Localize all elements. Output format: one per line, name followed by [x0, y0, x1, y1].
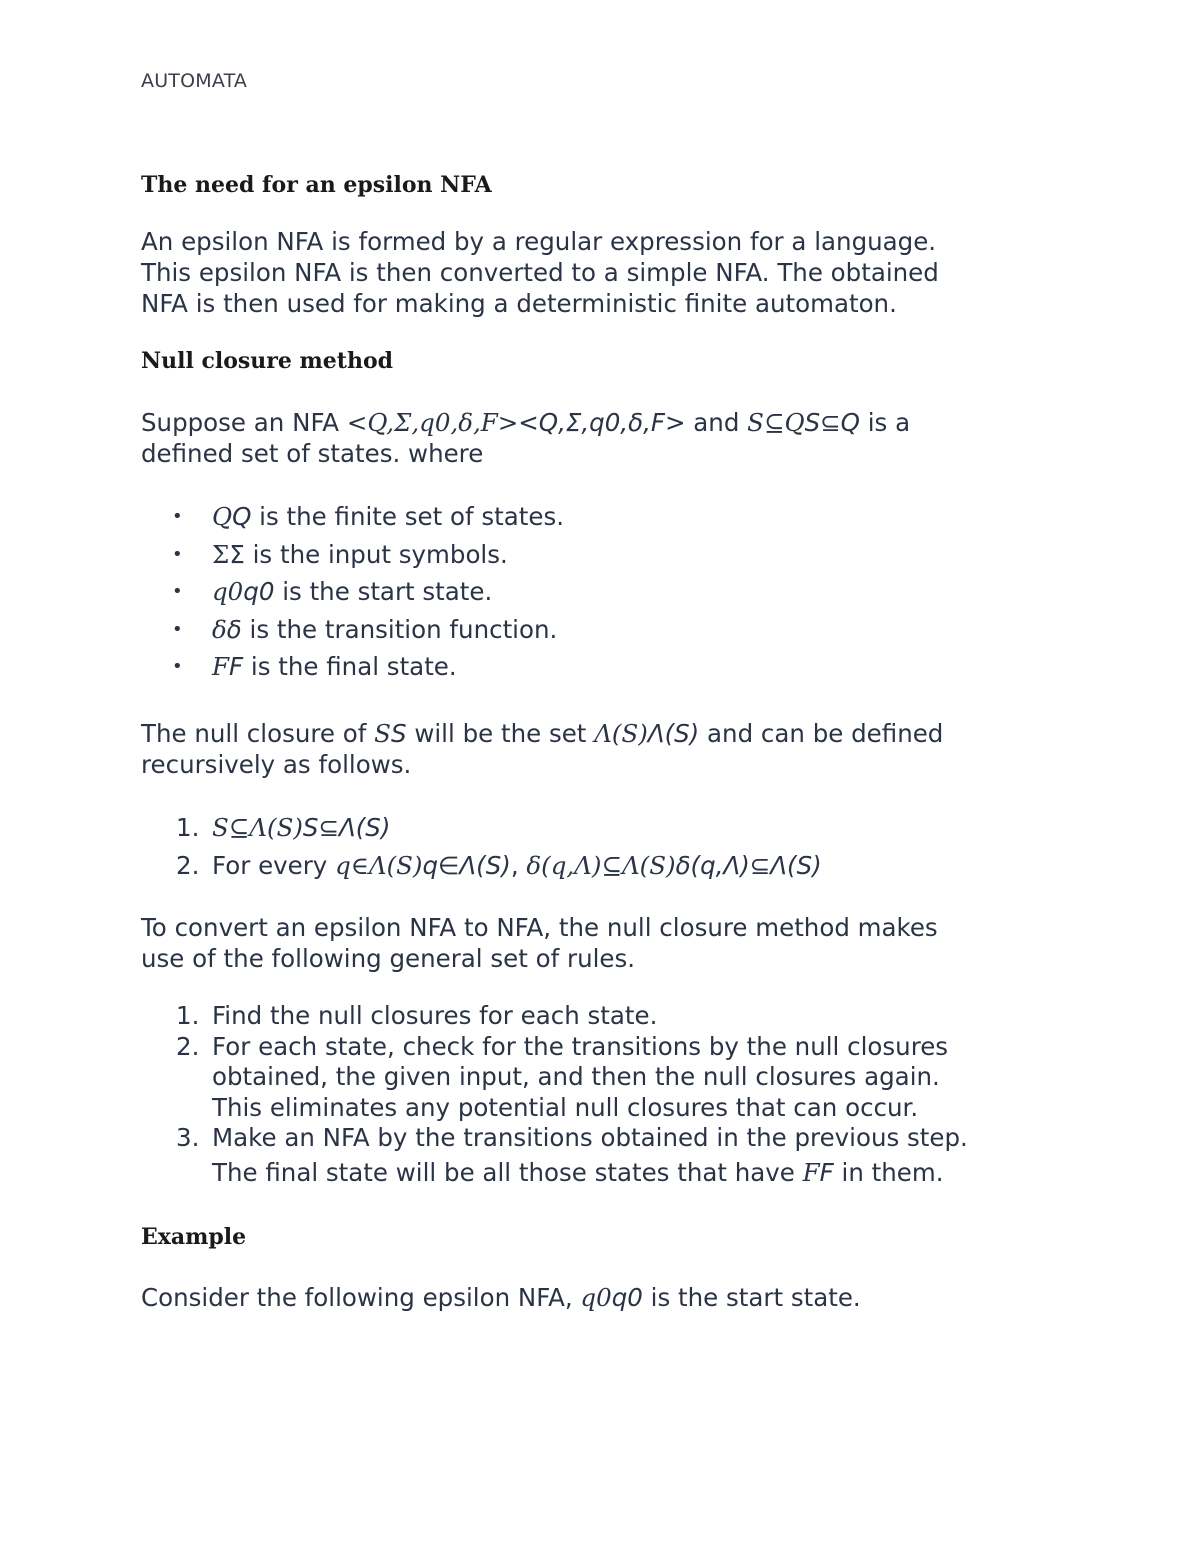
math-symbol: q0 [580, 1283, 612, 1312]
paragraph-convert-intro [141, 912, 1061, 974]
text-line [141, 407, 1061, 438]
math-expression: S⊆Q [747, 408, 805, 437]
text-span: in them. [833, 1157, 944, 1187]
text-span: The final state will be all those states that have [212, 1157, 803, 1187]
list-item [172, 809, 1072, 847]
section-heading-epsilon-nfa: The need for an epsilon NFA [141, 172, 492, 198]
math-expression: Λ(S) [647, 719, 700, 748]
math-symbol: F [229, 652, 244, 681]
text-span: and can be defined [699, 719, 944, 748]
list-number: 1. [176, 813, 200, 842]
math-expression: S⊆Λ(S) [212, 813, 303, 842]
math-symbol: Q [212, 502, 233, 531]
text-line: Make an NFA by the transitions obtained in the previous step. [212, 1123, 968, 1152]
math-expression: <Q,Σ,q0,δ,F> [346, 408, 519, 437]
math-symbol: q0 [212, 577, 244, 606]
list-item [172, 847, 1072, 885]
text-line: For each state, check for the transitions by the null closures [212, 1031, 949, 1061]
text-line: This epsilon NFA is then converted to a simple NFA. The obtained [141, 258, 939, 287]
text-line: This eliminates any potential null closures that can occur. [212, 1092, 919, 1122]
math-symbol: Q [232, 502, 252, 531]
math-expression: Λ(S) [594, 719, 648, 748]
list-item-text: is the transition function. [241, 614, 558, 644]
math-expression: S⊆Q [804, 408, 860, 437]
list-item [172, 611, 1072, 649]
bullet-icon: • [172, 656, 183, 677]
math-symbol: q0 [611, 1283, 643, 1312]
math-symbol: q0 [243, 577, 275, 606]
text-span: is the start state. [642, 1283, 861, 1312]
paragraph-null-closure-definition [141, 718, 1061, 780]
math-symbol: δ [226, 614, 242, 644]
list-number: 2. [176, 1031, 200, 1061]
section-heading-null-closure: Null closure method [141, 348, 394, 374]
text-span: and [685, 408, 748, 437]
list-item-text: is the input symbols. [244, 539, 508, 569]
numbered-list-closure-rules [172, 809, 1072, 885]
math-expression: q∈Λ(S) [422, 851, 511, 880]
math-symbol: Σ [229, 539, 245, 569]
list-item [172, 648, 1072, 686]
section-heading-example: Example [141, 1224, 247, 1250]
math-symbol: F [819, 1157, 834, 1187]
text-line: To convert an epsilon NFA to NFA, the null closure method makes [141, 913, 938, 942]
running-header: AUTOMATA [141, 70, 248, 92]
text-line [141, 1282, 1061, 1313]
bullet-icon: • [172, 618, 183, 640]
math-symbol: F [802, 1157, 820, 1187]
list-item [172, 1123, 1072, 1191]
bullet-icon: • [172, 543, 183, 565]
text-span: For every [212, 851, 336, 880]
text-span: will be the set [406, 719, 595, 748]
math-symbol: δ [212, 614, 227, 644]
bullet-icon: • [172, 506, 183, 527]
list-number: 2. [176, 851, 200, 880]
text-line [141, 718, 1061, 749]
text-span: is a [859, 408, 911, 437]
list-item-text: is the start state. [274, 577, 493, 606]
list-item [172, 573, 1072, 611]
list-item [172, 536, 1072, 574]
list-item [172, 1001, 1072, 1032]
bullet-icon: • [172, 581, 183, 602]
math-symbol: S [390, 719, 407, 748]
bullet-list-nfa-components [172, 498, 1072, 686]
list-item [172, 1032, 1072, 1124]
text-line [212, 1154, 1072, 1191]
paragraph-example [141, 1282, 1061, 1313]
text-line: recursively as follows. [141, 750, 412, 779]
text-line: defined set of states. where [141, 439, 484, 468]
list-number: 1. [176, 1001, 200, 1030]
text-line: use of the following general set of rules. [141, 944, 636, 973]
numbered-list-conversion-steps [172, 1001, 1072, 1191]
math-symbol: S [374, 719, 391, 748]
math-expression: q∈Λ(S) [335, 851, 423, 880]
text-span: Suppose an NFA [141, 408, 347, 437]
math-symbol: Σ [212, 539, 230, 569]
paragraph-nfa-definition [141, 407, 1061, 469]
list-item [172, 498, 1072, 536]
math-symbol: F [212, 652, 229, 681]
text-line: NFA is then used for making a deterministic finite automaton. [141, 289, 897, 318]
text-span: The null closure of [141, 719, 375, 748]
text-line: An epsilon NFA is formed by a regular expression for a language. [141, 227, 937, 256]
text-span: , [510, 851, 527, 880]
math-expression: S⊆Λ(S) [302, 813, 391, 842]
math-expression: <Q,Σ,q0,δ,F> [518, 408, 686, 437]
list-number: 3. [176, 1123, 200, 1152]
list-item-text: is the final state. [243, 652, 457, 681]
text-line: obtained, the given input, and then the null closures again. [212, 1062, 940, 1091]
math-expression: δ(q,Λ)⊆Λ(S) [675, 851, 822, 880]
math-expression: δ(q,Λ)⊆Λ(S) [526, 851, 676, 880]
text-line: Find the null closures for each state. [212, 1001, 658, 1030]
list-item-text: is the finite set of states. [251, 502, 565, 531]
paragraph-epsilon-nfa [141, 226, 1061, 319]
text-span: Consider the following epsilon NFA, [141, 1283, 581, 1312]
